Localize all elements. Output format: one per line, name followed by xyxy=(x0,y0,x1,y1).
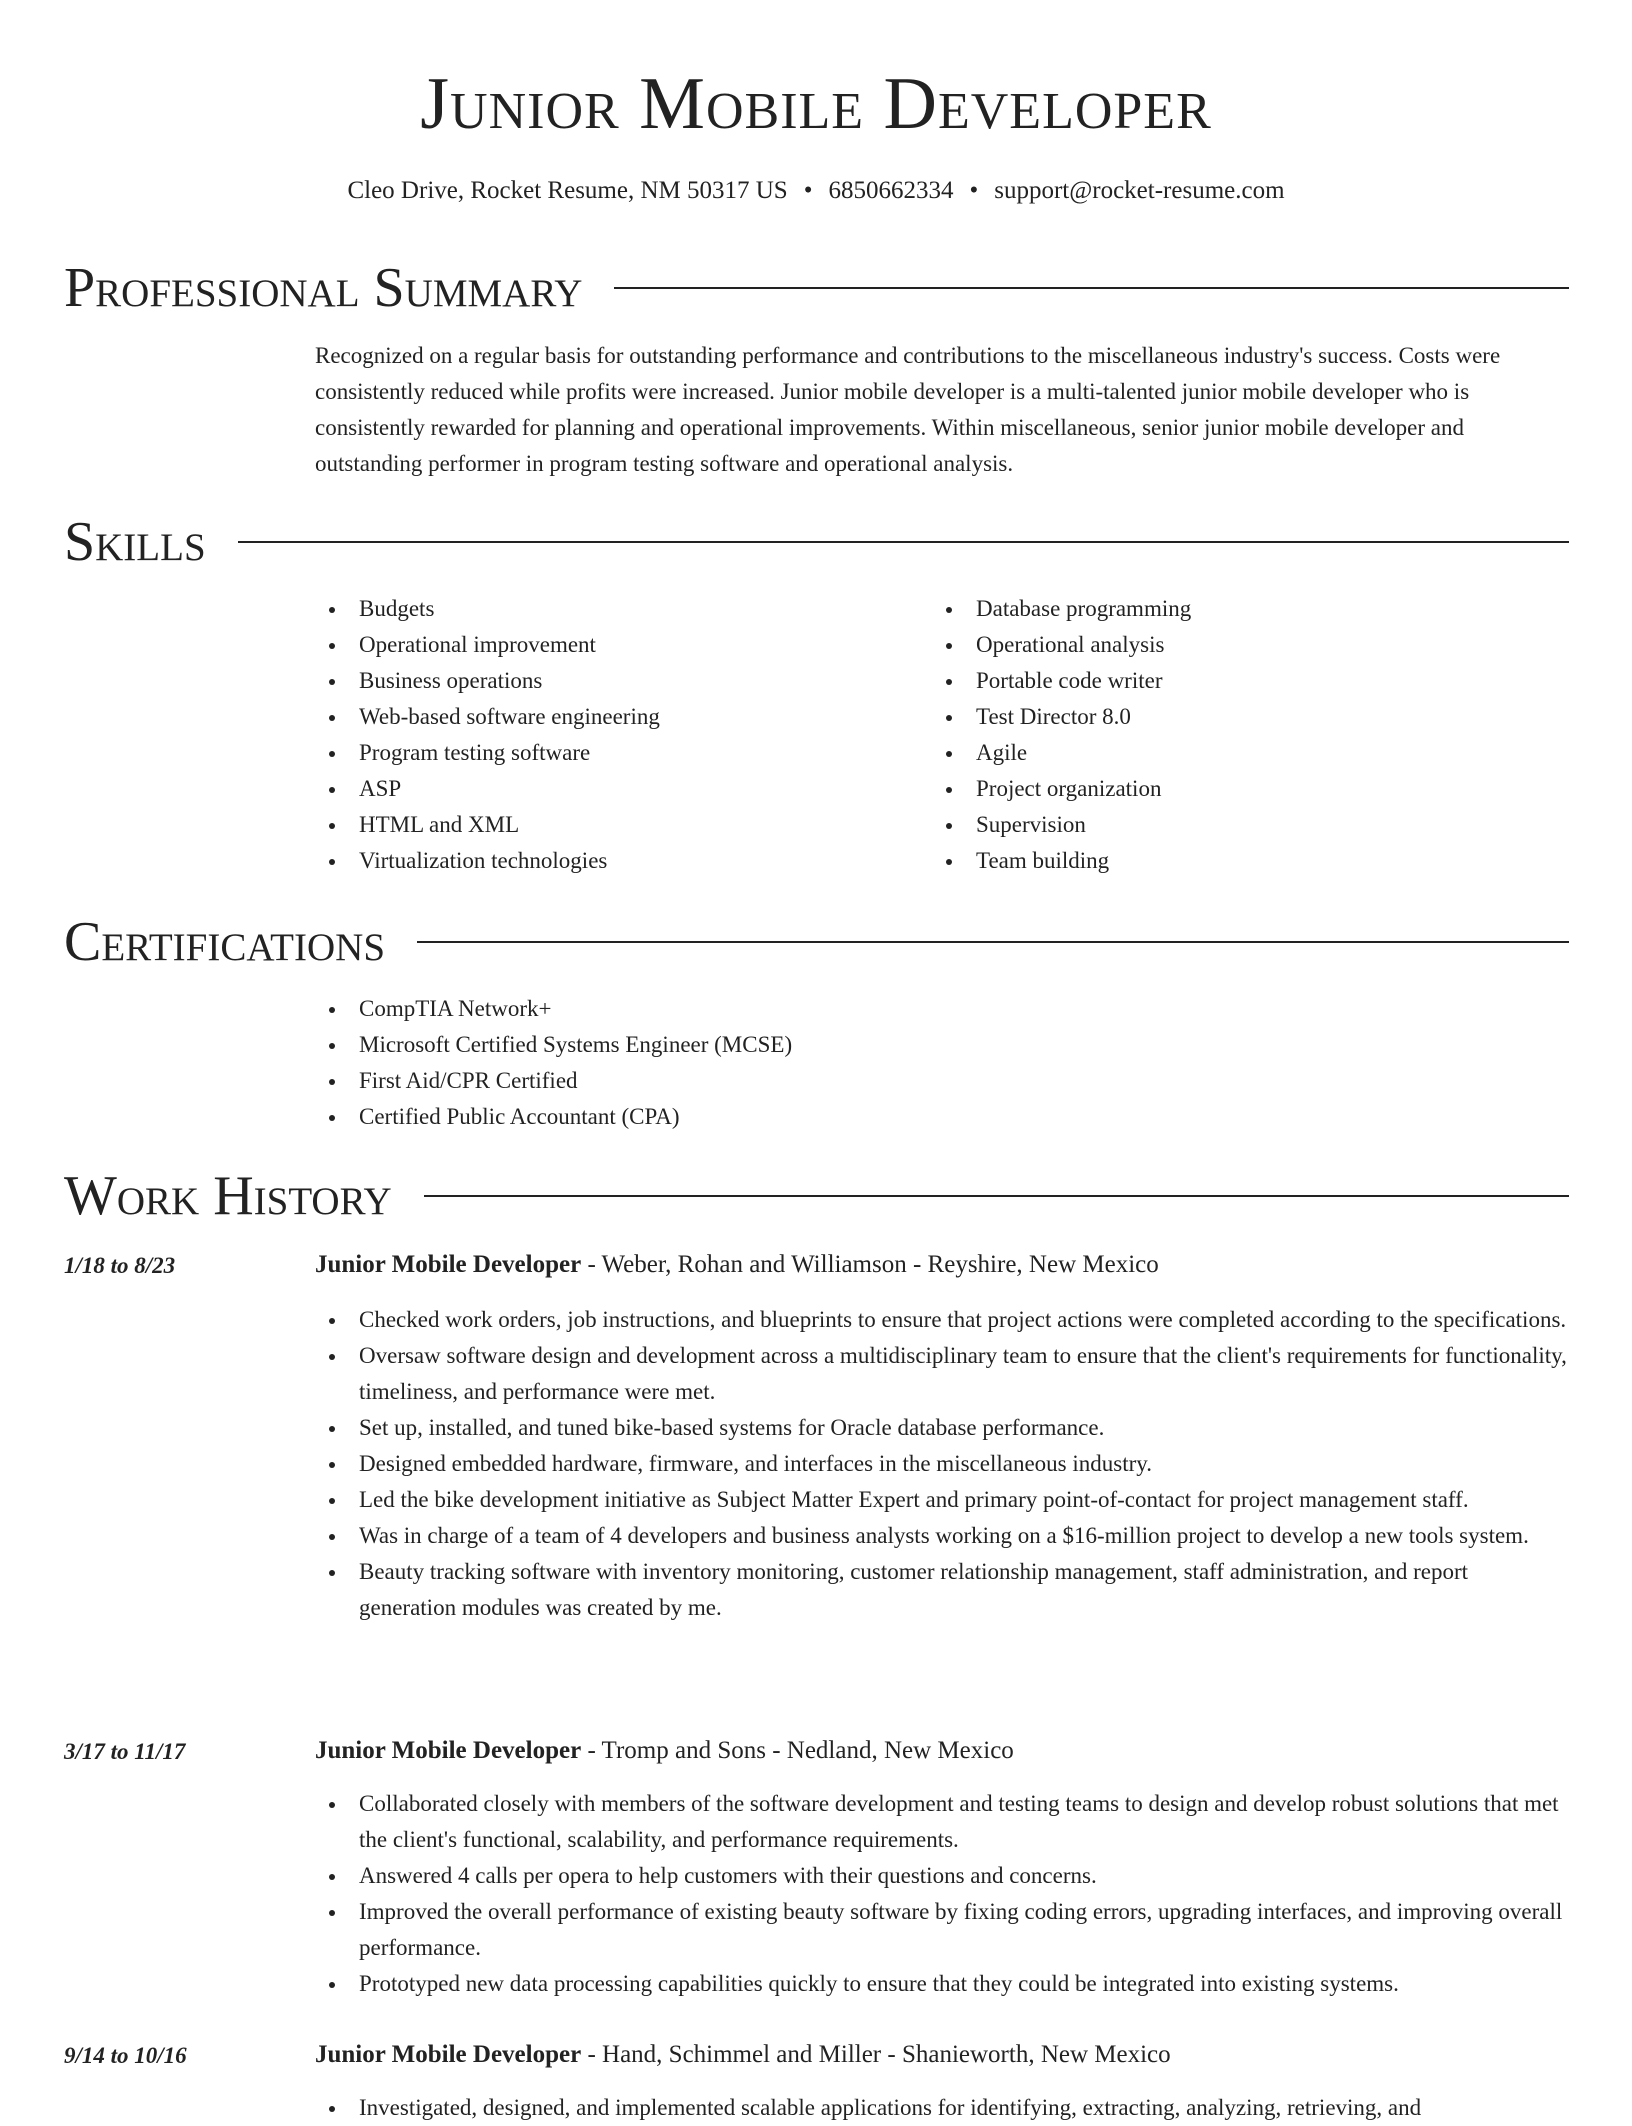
job-bullet: Was in charge of a team of 4 developers and business analysts working on a $16-million project to develop a new tools system. xyxy=(315,1518,1569,1554)
job-bullet: Led the bike development initiative as Subject Matter Expert and primary point-of-contact for project management staff. xyxy=(315,1482,1569,1518)
section-title-work-history: Work History xyxy=(64,1165,392,1227)
certification-item: CompTIA Network+ xyxy=(315,991,1215,1027)
contact-separator: • xyxy=(969,177,979,204)
certification-item: Certified Public Accountant (CPA) xyxy=(315,1099,1215,1135)
job-heading xyxy=(315,1247,1569,1283)
section-divider xyxy=(417,941,1569,943)
certification-item: Microsoft Certified Systems Engineer (MCSE) xyxy=(315,1027,1215,1063)
job-bullet: Checked work orders, job instructions, and blueprints to ensure that project actions were completed according to the specifications. xyxy=(315,1302,1569,1338)
job-bullet: Answered 4 calls per opera to help customers with their questions and concerns. xyxy=(315,1858,1569,1894)
job-bullet: Collaborated closely with members of the software development and testing teams to design and develop robust solutions that met the client's functional, scalability, and performance requirements. xyxy=(315,1786,1569,1858)
job-bullet: Set up, installed, and tuned bike-based systems for Oracle database performance. xyxy=(315,1410,1569,1446)
job-bullet: Improved the overall performance of existing beauty software by fixing coding errors, upgrading interfaces, and improving overall performance. xyxy=(315,1894,1569,1966)
contact-line xyxy=(0,174,1632,208)
section-divider xyxy=(424,1195,1569,1197)
skill-item: Business operations xyxy=(315,663,915,699)
skill-item: Portable code writer xyxy=(932,663,1532,699)
section-divider xyxy=(614,287,1569,289)
job-bullets xyxy=(315,2090,1569,2126)
skill-item: Budgets xyxy=(315,591,915,627)
job-title: Junior Mobile Developer xyxy=(315,1737,582,1764)
summary-text: Recognized on a regular basis for outstanding performance and contributions to the miscellaneous industry's success. Costs were consistently reduced while profits were increased. Junior mobile developer is a multi-talented junior mobile developer who is consistently rewarded for planning and operational improvements. Within miscellaneous, senior junior mobile developer and outstanding performer in program testing software and operational analysis. xyxy=(315,343,1501,476)
skill-item: HTML and XML xyxy=(315,807,915,843)
skill-item: Project organization xyxy=(932,771,1532,807)
job-bullet: Designed embedded hardware, firmware, and interfaces in the miscellaneous industry. xyxy=(315,1446,1569,1482)
skills-list-right xyxy=(932,591,1532,879)
skill-item: Agile xyxy=(932,735,1532,771)
job-bullet: Oversaw software design and development across a multidisciplinary team to ensure that the client's requirements for functionality, timeliness, and performance were met. xyxy=(315,1338,1569,1410)
resume-name: Junior Mobile Developer xyxy=(420,63,1212,145)
skill-item: Virtualization technologies xyxy=(315,843,915,879)
job-bullets xyxy=(315,1786,1569,2002)
job-dates: 1/18 to 8/23 xyxy=(64,1253,176,1278)
contact-address: Cleo Drive, Rocket Resume, NM 50317 US xyxy=(347,177,788,204)
job-employer: - Weber, Rohan and Williamson - Reyshire, New Mexico xyxy=(581,1251,1159,1278)
section-header-summary xyxy=(64,256,1569,320)
skill-item: Operational analysis xyxy=(932,627,1532,663)
certification-item: First Aid/CPR Certified xyxy=(315,1063,1215,1099)
job-employer: - Hand, Schimmel and Miller - Shanieworth, New Mexico xyxy=(581,2041,1171,2068)
skill-item: Operational improvement xyxy=(315,627,915,663)
job-bullets xyxy=(315,1302,1569,1626)
contact-email: support@rocket-resume.com xyxy=(994,177,1285,204)
section-title-skills: Skills xyxy=(64,511,206,573)
job-dates: 9/14 to 10/16 xyxy=(64,2043,187,2068)
section-divider xyxy=(238,541,1569,543)
job-bullet: Beauty tracking software with inventory monitoring, customer relationship management, staff administration, and report generation modules was created by me. xyxy=(315,1554,1569,1626)
job-dates: 3/17 to 11/17 xyxy=(64,1739,186,1764)
job-heading xyxy=(315,1733,1569,1769)
job-bullet: Investigated, designed, and implemented scalable applications for identifying, extracting, analyzing, retrieving, and xyxy=(315,2090,1569,2126)
job-bullet: Prototyped new data processing capabilities quickly to ensure that they could be integrated into existing systems. xyxy=(315,1966,1569,2002)
certifications-list xyxy=(315,991,1215,1135)
skills-list-left xyxy=(315,591,915,879)
skill-item: Test Director 8.0 xyxy=(932,699,1532,735)
section-header-work-history xyxy=(64,1164,1569,1228)
section-header-certifications xyxy=(64,910,1569,974)
skill-item: Supervision xyxy=(932,807,1532,843)
job-title: Junior Mobile Developer xyxy=(315,2041,582,2068)
job-employer: - Tromp and Sons - Nedland, New Mexico xyxy=(581,1737,1014,1764)
skill-item: Team building xyxy=(932,843,1532,879)
job-title: Junior Mobile Developer xyxy=(315,1251,582,1278)
section-title-summary: Professional Summary xyxy=(64,257,583,319)
section-header-skills xyxy=(64,510,1569,574)
skill-item: Program testing software xyxy=(315,735,915,771)
contact-separator: • xyxy=(803,177,813,204)
skill-item: Web-based software engineering xyxy=(315,699,915,735)
section-title-certifications: Certifications xyxy=(64,911,386,973)
skill-item: ASP xyxy=(315,771,915,807)
job-heading xyxy=(315,2037,1569,2073)
contact-phone: 6850662334 xyxy=(828,177,954,204)
skill-item: Database programming xyxy=(932,591,1532,627)
